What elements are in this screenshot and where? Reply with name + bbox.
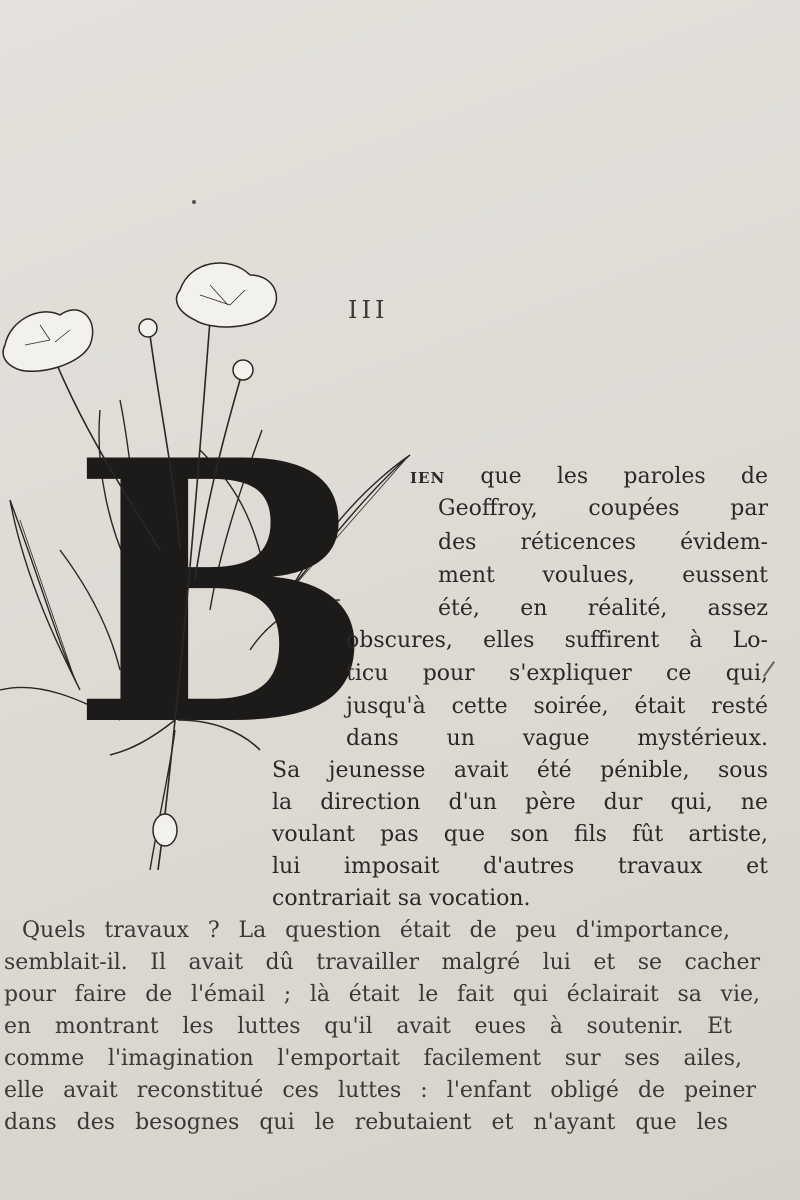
drop-cap-letter: B (70, 382, 375, 805)
text-line: été, en réalité, assez (438, 596, 768, 621)
buttercup-flower (176, 263, 276, 327)
text-line: dans un vague mystérieux. (346, 726, 768, 751)
text-line: elle avait reconstitué ces luttes : l'enfant obligé de peiner (4, 1078, 756, 1103)
text-line: ticu pour s'expliquer ce qui, (346, 661, 768, 686)
text-line: Sa jeunesse avait été pénible, sous (272, 758, 768, 783)
text-line: dans des besognes qui le rebutaient et n'ayant que les (4, 1110, 728, 1135)
text-line: Geoffroy, coupées par (438, 496, 768, 521)
text-line: contrariait sa vocation. (272, 886, 531, 911)
text-line: obscures, elles suffirent à Lo- (346, 628, 768, 653)
text-line: comme l'imagination l'emportait facilement sur ses ailes, (4, 1046, 742, 1071)
text-line: semblait-il. Il avait dû travailler malgré lui et se cacher (4, 950, 760, 975)
text-line: en montrant les luttes qu'il avait eues à soutenir. Et (4, 1014, 732, 1039)
text-line: la direction d'un père dur qui, ne (272, 790, 768, 815)
text-line: pour faire de l'émail ; là était le fait qui éclairait sa vie, (4, 982, 760, 1007)
text-line: voulant pas que son fils fût artiste, (272, 822, 768, 847)
text-line: lui imposait d'autres travaux et (272, 854, 768, 879)
flower-bud (139, 319, 157, 337)
text-line: IEN que les paroles de (410, 464, 768, 489)
flower-bud (233, 360, 253, 380)
bulb (153, 814, 177, 846)
text-line: Quels travaux ? La question était de peu d'importance, (22, 918, 730, 943)
text-line: jusqu'à cette soirée, était resté (346, 694, 768, 719)
text-line: des réticences évidem- (438, 530, 768, 555)
ink-speck (192, 200, 196, 204)
text-line: ment voulues, eussent (438, 563, 768, 588)
chapter-heading: III (348, 296, 389, 324)
